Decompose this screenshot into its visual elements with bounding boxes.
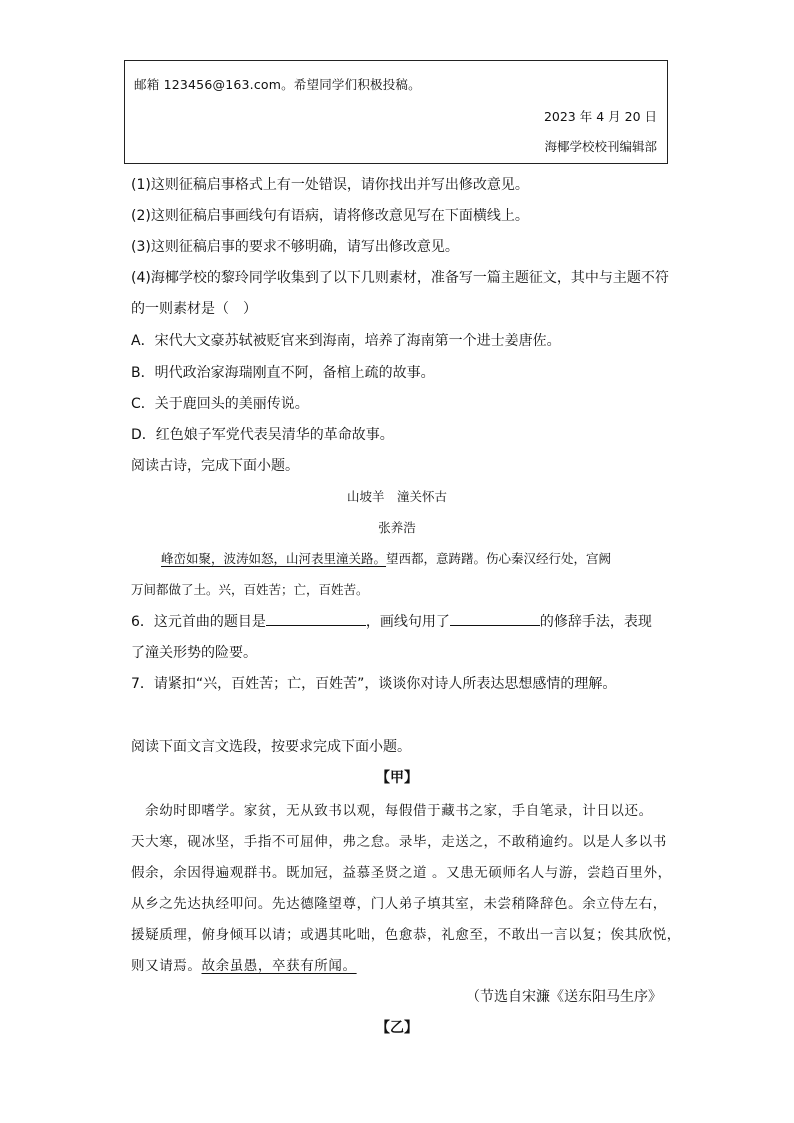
q6-text-3: 的修辞手法，表现	[539, 614, 652, 630]
jia-label: 【甲】	[376, 770, 418, 786]
question-2: (2)这则征稿启事画线句有语病，请将修改意见写在下面横线上。	[131, 208, 529, 224]
poem-underlined-text: 峰峦如聚，波涛如怒，山河表里潼关路。	[161, 551, 387, 566]
poem-author: 张养浩	[378, 520, 416, 535]
q6-text-2: ，画线句用了	[365, 614, 450, 630]
poem-intro: 阅读古诗，完成下面小题。	[131, 458, 299, 474]
question-7: 7．请紧扣“兴，百姓苦；亡，百姓苦”，谈谈你对诗人所表达思想感情的理解。	[131, 676, 617, 692]
poem-line-2: 万间都做了土。兴，百姓苦；亡，百姓苦。	[131, 582, 369, 597]
notice-date: 2023 年 4 月 20 日	[543, 109, 657, 124]
option-d: D．红色娘子军党代表吴清华的革命故事。	[131, 427, 394, 443]
poem-title: 山坡羊 潼关怀古	[346, 489, 447, 504]
classical-underlined-text: 故余虽愚，卒获有所闻。	[201, 958, 357, 974]
classical-intro: 阅读下面文言文选段，按要求完成下面小题。	[131, 739, 411, 755]
yi-label: 【乙】	[376, 1020, 418, 1036]
q6-text-1: 6．这元首曲的题目是	[131, 614, 266, 630]
poem-line-1-rest: 望西都，意踌躇。伤心秦汉经行处，宫阙	[386, 551, 612, 566]
answer-blank-1[interactable]	[266, 611, 366, 626]
notice-box	[124, 60, 668, 164]
option-c: C．关于鹿回头的美丽传说。	[131, 396, 309, 412]
option-b: B．明代政治家海瑞刚直不阿，备棺上疏的故事。	[131, 365, 435, 381]
classical-line-5: 援疑质理，俯身倾耳以请；或遇其叱咄，色愈恭，礼愈至，不敢出一言以复；俟其欣悦，	[131, 927, 681, 943]
question-1: (1)这则征稿启事格式上有一处错误，请你找出并写出修改意见。	[131, 177, 529, 193]
question-4-line2: 的一则素材是（ ）	[131, 301, 257, 317]
classical-line-1: 余幼时即嗜学。家贫，无从致书以观，每假借于藏书之家，手自笔录，计日以还。	[131, 803, 653, 819]
question-3: (3)这则征稿启事的要求不够明确，请写出修改意见。	[131, 239, 459, 255]
classical-line-2: 天大寒，砚冰坚，手指不可屈伸，弗之怠。录毕，走送之，不敢稍逾约。以是人多以书	[131, 834, 667, 850]
option-a: A．宋代大文豪苏轼被贬官来到海南，培养了海南第一个进士姜唐佐。	[131, 333, 561, 349]
question-6-line2: 了潼关形势的险要。	[131, 645, 257, 661]
notice-email-line: 邮箱 123456@163.com。希望同学们积极投稿。	[134, 77, 421, 92]
question-4-line1: (4)海椰学校的黎玲同学收集到了以下几则素材，准备写一篇主题征文，其中与主题不符	[131, 270, 669, 286]
classical-line-6	[131, 954, 357, 974]
question-6	[131, 611, 652, 631]
notice-org: 海椰学校校刊编辑部	[544, 139, 657, 154]
classical-line-3: 假余，余因得遍观群书。既加冠，益慕圣贤之道 。又患无硕师名人与游，尝趋百里外，	[131, 865, 672, 881]
classical-line-4: 从乡之先达执经叩问。先达德隆望尊，门人弟子填其室，未尝稍降辞色。余立侍左右，	[131, 896, 667, 912]
answer-blank-2[interactable]	[450, 611, 540, 626]
classical-source: （节选自宋濂《送东阳马生序》	[466, 989, 662, 1005]
poem-line-1	[131, 549, 611, 567]
classical-line-6-pre: 则又请焉。	[131, 958, 202, 974]
